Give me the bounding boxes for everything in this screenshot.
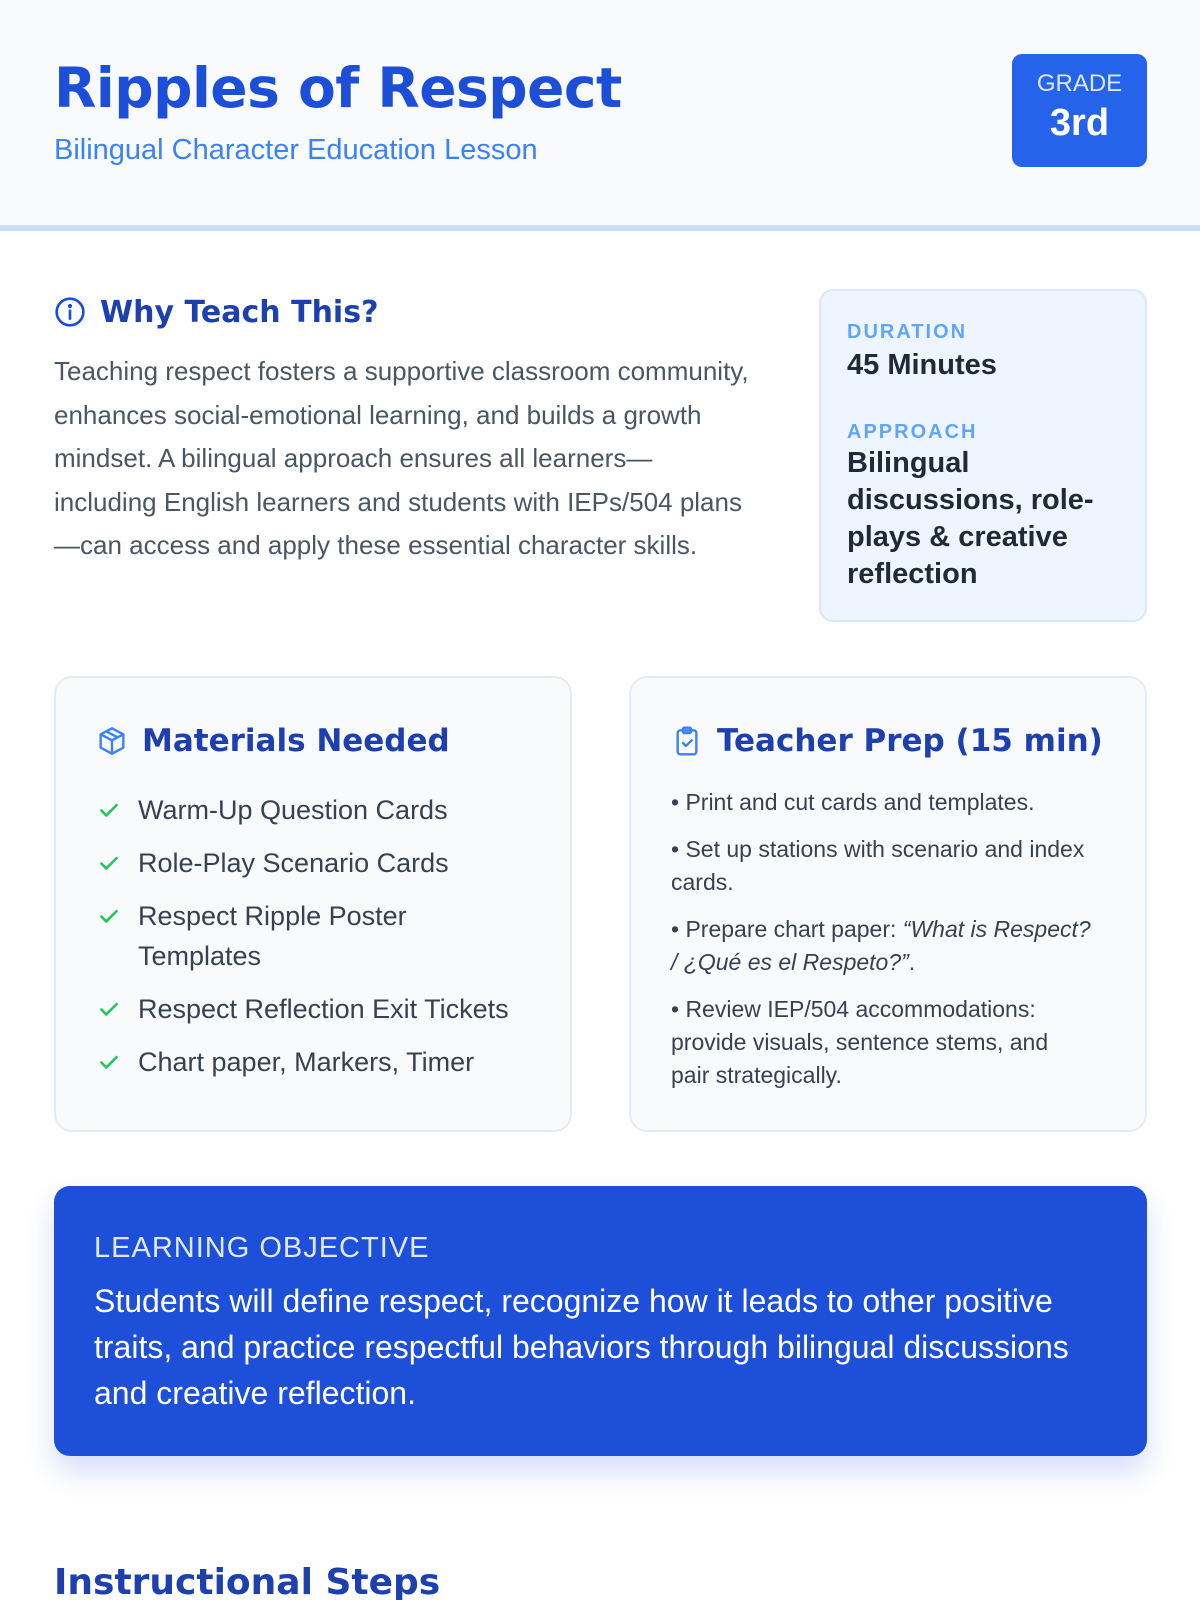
check-icon <box>96 797 122 823</box>
teacher-prep-header <box>671 718 1103 764</box>
page-subtitle: Bilingual Character Education Lesson <box>54 134 538 166</box>
check-icon <box>96 996 122 1022</box>
why-text: Teaching respect fosters a supportive classroom community, enhances social-emotional learning, and builds a growth mindset. A bilingual approach ensures all learners—including English learners and students with IEPs/504 plans—can access and apply these essential character skills. <box>54 356 749 560</box>
info-icon <box>54 296 86 328</box>
prep-item-quote: “What is Respect? / ¿Qué es el Respeto?” <box>671 916 1091 975</box>
teacher-prep-list <box>671 786 1091 1106</box>
prep-item-text: • Set up stations with scenario and index cards. <box>671 836 1085 895</box>
instructional-steps-heading: Instructional Steps <box>54 1562 441 1600</box>
grade-badge <box>1012 54 1147 167</box>
materials-item <box>96 896 536 976</box>
materials-item <box>96 1042 536 1082</box>
materials-list <box>96 790 536 1095</box>
materials-item-label: Role-Play Scenario Cards <box>138 848 449 878</box>
approach-label: APPROACH <box>847 421 978 443</box>
why-section-header <box>54 290 378 334</box>
duration-label: DURATION <box>847 321 968 343</box>
objective-text: Students will define respect, recognize how it leads to other positive traits, and practice respectful behaviors through bilingual discussions and creative reflection. <box>94 1283 1069 1411</box>
check-icon <box>96 903 122 929</box>
teacher-prep-title: Teacher Prep (15 min) <box>717 723 1103 759</box>
prep-item-end: . <box>908 949 916 975</box>
materials-item-label: Chart paper, Markers, Timer <box>138 1047 475 1077</box>
lesson-info-card <box>819 289 1147 622</box>
prep-item-text: • Print and cut cards and templates. <box>671 789 1035 815</box>
materials-item-label: Respect Ripple Poster Templates <box>138 901 407 971</box>
materials-header <box>96 718 450 764</box>
prep-item <box>671 913 1091 979</box>
clipboard-check-icon <box>671 725 703 757</box>
header <box>0 0 1200 231</box>
materials-card <box>54 676 572 1132</box>
box-icon <box>96 725 128 757</box>
materials-item <box>96 989 536 1029</box>
prep-item-text: • Prepare chart paper: <box>671 916 903 942</box>
grade-value: 3rd <box>1049 102 1110 144</box>
prep-item <box>671 833 1091 899</box>
materials-item-label: Respect Reflection Exit Tickets <box>138 994 509 1024</box>
approach-value: Bilingual discussions, role-plays & creative reflection <box>847 447 1094 590</box>
page-title: Ripples of Respect <box>54 56 622 120</box>
prep-item-text: • Review IEP/504 accommodations: provide visuals, sentence stems, and pair strategically. <box>671 996 1049 1088</box>
materials-item-label: Warm-Up Question Cards <box>138 795 448 825</box>
learning-objective-banner <box>54 1186 1147 1456</box>
check-icon <box>96 850 122 876</box>
why-title: Why Teach This? <box>100 294 379 330</box>
grade-label: GRADE <box>1036 70 1123 97</box>
duration-value: 45 Minutes <box>847 349 997 381</box>
check-icon <box>96 1049 122 1075</box>
materials-item <box>96 843 536 883</box>
materials-item <box>96 790 536 830</box>
objective-label: LEARNING OBJECTIVE <box>94 1232 430 1264</box>
prep-item <box>671 786 1091 819</box>
prep-item <box>671 993 1091 1092</box>
materials-title: Materials Needed <box>142 723 450 759</box>
teacher-prep-card <box>629 676 1147 1132</box>
